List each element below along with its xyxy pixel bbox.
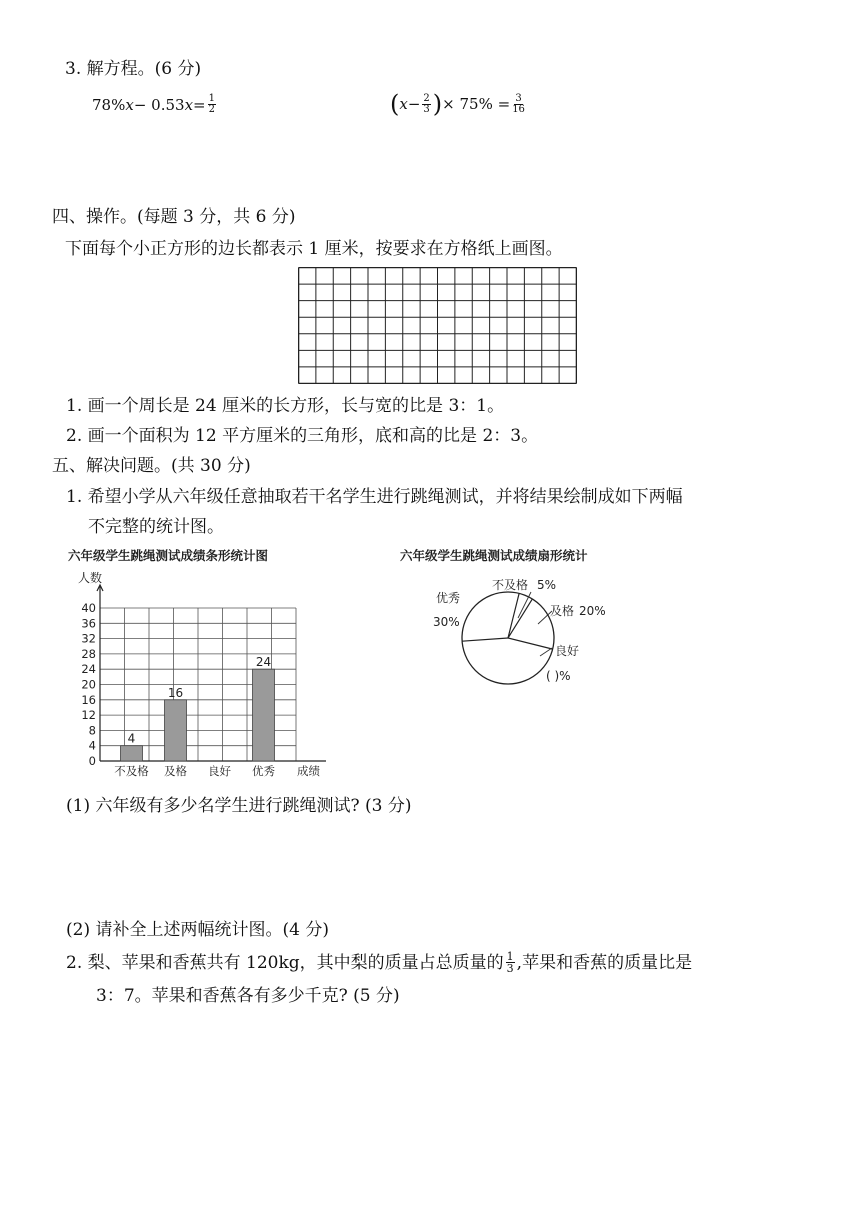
problem2-den: 3 <box>506 962 514 975</box>
pie-slice-boundary <box>508 593 519 638</box>
pie-label-excellent: 优秀 <box>436 591 461 605</box>
eq1-num: 1 <box>208 93 215 104</box>
eq1-fraction <box>208 94 216 115</box>
section4-heading: 四、操作。(每题 3 分，共 6 分) <box>52 207 296 227</box>
pie-slice-boundary <box>462 638 508 641</box>
bar <box>121 746 143 761</box>
pie-value-excellent: 30% <box>433 615 460 629</box>
equation-2 <box>390 92 527 116</box>
equation-1 <box>92 94 218 115</box>
bar-chart-xlabel: 成绩 <box>297 764 320 778</box>
bar-ytick-label: 4 <box>88 738 96 753</box>
pie-label-pass: 及格 <box>550 604 575 618</box>
q3-heading: 3. 解方程。(6 分) <box>65 59 202 79</box>
grid-paper[interactable] <box>298 267 577 384</box>
section5-heading: 五、解决问题。(共 30 分) <box>52 456 251 476</box>
problem1-line2: 不完整的统计图。 <box>88 517 224 537</box>
bar-category-label: 良好 <box>208 764 231 778</box>
problem1-line1: 1. 希望小学从六年级任意抽取若干名学生进行跳绳测试，并将结果绘制成如下两幅 <box>66 487 683 507</box>
bar-chart <box>60 540 340 785</box>
problem2-text-a: 2. 梨、苹果和香蕉共有 120kg，其中梨的质量占总质量的 <box>66 952 504 973</box>
eq2-fraction <box>422 94 430 115</box>
eq2-rnum: 3 <box>515 92 522 104</box>
eq1-equals: = <box>193 95 206 114</box>
problem2-num: 1 <box>506 950 514 963</box>
bar-ytick-label: 36 <box>81 616 96 631</box>
bar-data-label: 24 <box>255 655 272 670</box>
bar-ytick-label: 12 <box>81 708 96 723</box>
bar-ytick-label: 8 <box>88 723 96 738</box>
paren-close: ) <box>432 90 443 118</box>
bar-chart-title: 六年级学生跳绳测试成绩条形统计图 <box>68 548 269 563</box>
bar-ytick-label: 20 <box>81 677 96 692</box>
subquestion-1: (1) 六年级有多少名学生进行跳绳测试? (3 分) <box>66 796 412 816</box>
pie-value-pass: 20% <box>579 604 606 618</box>
bar-ytick-label: 24 <box>81 662 96 677</box>
pie-chart <box>400 540 680 700</box>
pie-value-good[interactable]: ( )% <box>546 669 571 683</box>
eq1-den: 2 <box>208 104 215 115</box>
eq2-rhs-fraction <box>512 94 525 115</box>
bar-ytick-label: 32 <box>81 631 96 646</box>
section4-intro: 下面每个小正方形的边长都表示 1 厘米，按要求在方格纸上画图。 <box>65 239 563 259</box>
eq1-mid: − 0.53 <box>133 95 185 114</box>
eq2-minus: − <box>407 95 421 113</box>
bar-ytick-label: 0 <box>88 754 96 768</box>
eq2-var: x <box>399 95 408 113</box>
eq1-coef: 78% <box>92 95 126 114</box>
section4-item1: 1. 画一个周长是 24 厘米的长方形，长与宽的比是 3：1。 <box>66 396 505 416</box>
pie-chart-title: 六年级学生跳绳测试成绩扇形统计 <box>400 548 588 563</box>
paren-open: ( <box>390 90 400 118</box>
bar-chart-ylabel: 人数 <box>78 571 103 585</box>
eq2-rden: 16 <box>512 103 525 115</box>
eq1-var: x <box>125 95 134 114</box>
eq1-var2: x <box>184 95 194 114</box>
problem2-text-b: ,苹果和香蕉的质量比是 <box>516 952 693 973</box>
pie-slice-boundary <box>508 638 553 649</box>
bar-data-label: 16 <box>167 685 184 700</box>
bar-category-label: 不及格 <box>114 764 149 778</box>
problem2-line1 <box>66 951 692 974</box>
bar-ytick-label: 28 <box>81 646 96 661</box>
bar <box>165 700 187 761</box>
pie-label-good: 良好 <box>555 644 580 658</box>
eq2-den: 3 <box>423 103 430 115</box>
section4-item2: 2. 画一个面积为 12 平方厘米的三角形，底和高的比是 2：3。 <box>66 426 539 446</box>
pie-value-fail: 5% <box>537 578 557 592</box>
bar-category-label: 及格 <box>164 764 187 778</box>
eq2-num: 2 <box>423 92 430 104</box>
subquestion-2: (2) 请补全上述两幅统计图。(4 分) <box>66 920 329 940</box>
problem2-fraction <box>506 951 515 974</box>
eq2-times: × 75% = <box>442 95 511 113</box>
pie-label-fail: 不及格 <box>492 578 529 592</box>
pie-slice-boundary <box>508 599 532 638</box>
problem2-line2: 3：7。苹果和香蕉各有多少千克? (5 分) <box>96 986 400 1006</box>
bar-data-label: 4 <box>127 731 136 746</box>
bar <box>253 669 275 761</box>
bar-ytick-label: 16 <box>81 692 96 707</box>
bar-category-label: 优秀 <box>252 764 275 778</box>
bar-ytick-label: 40 <box>81 601 96 615</box>
